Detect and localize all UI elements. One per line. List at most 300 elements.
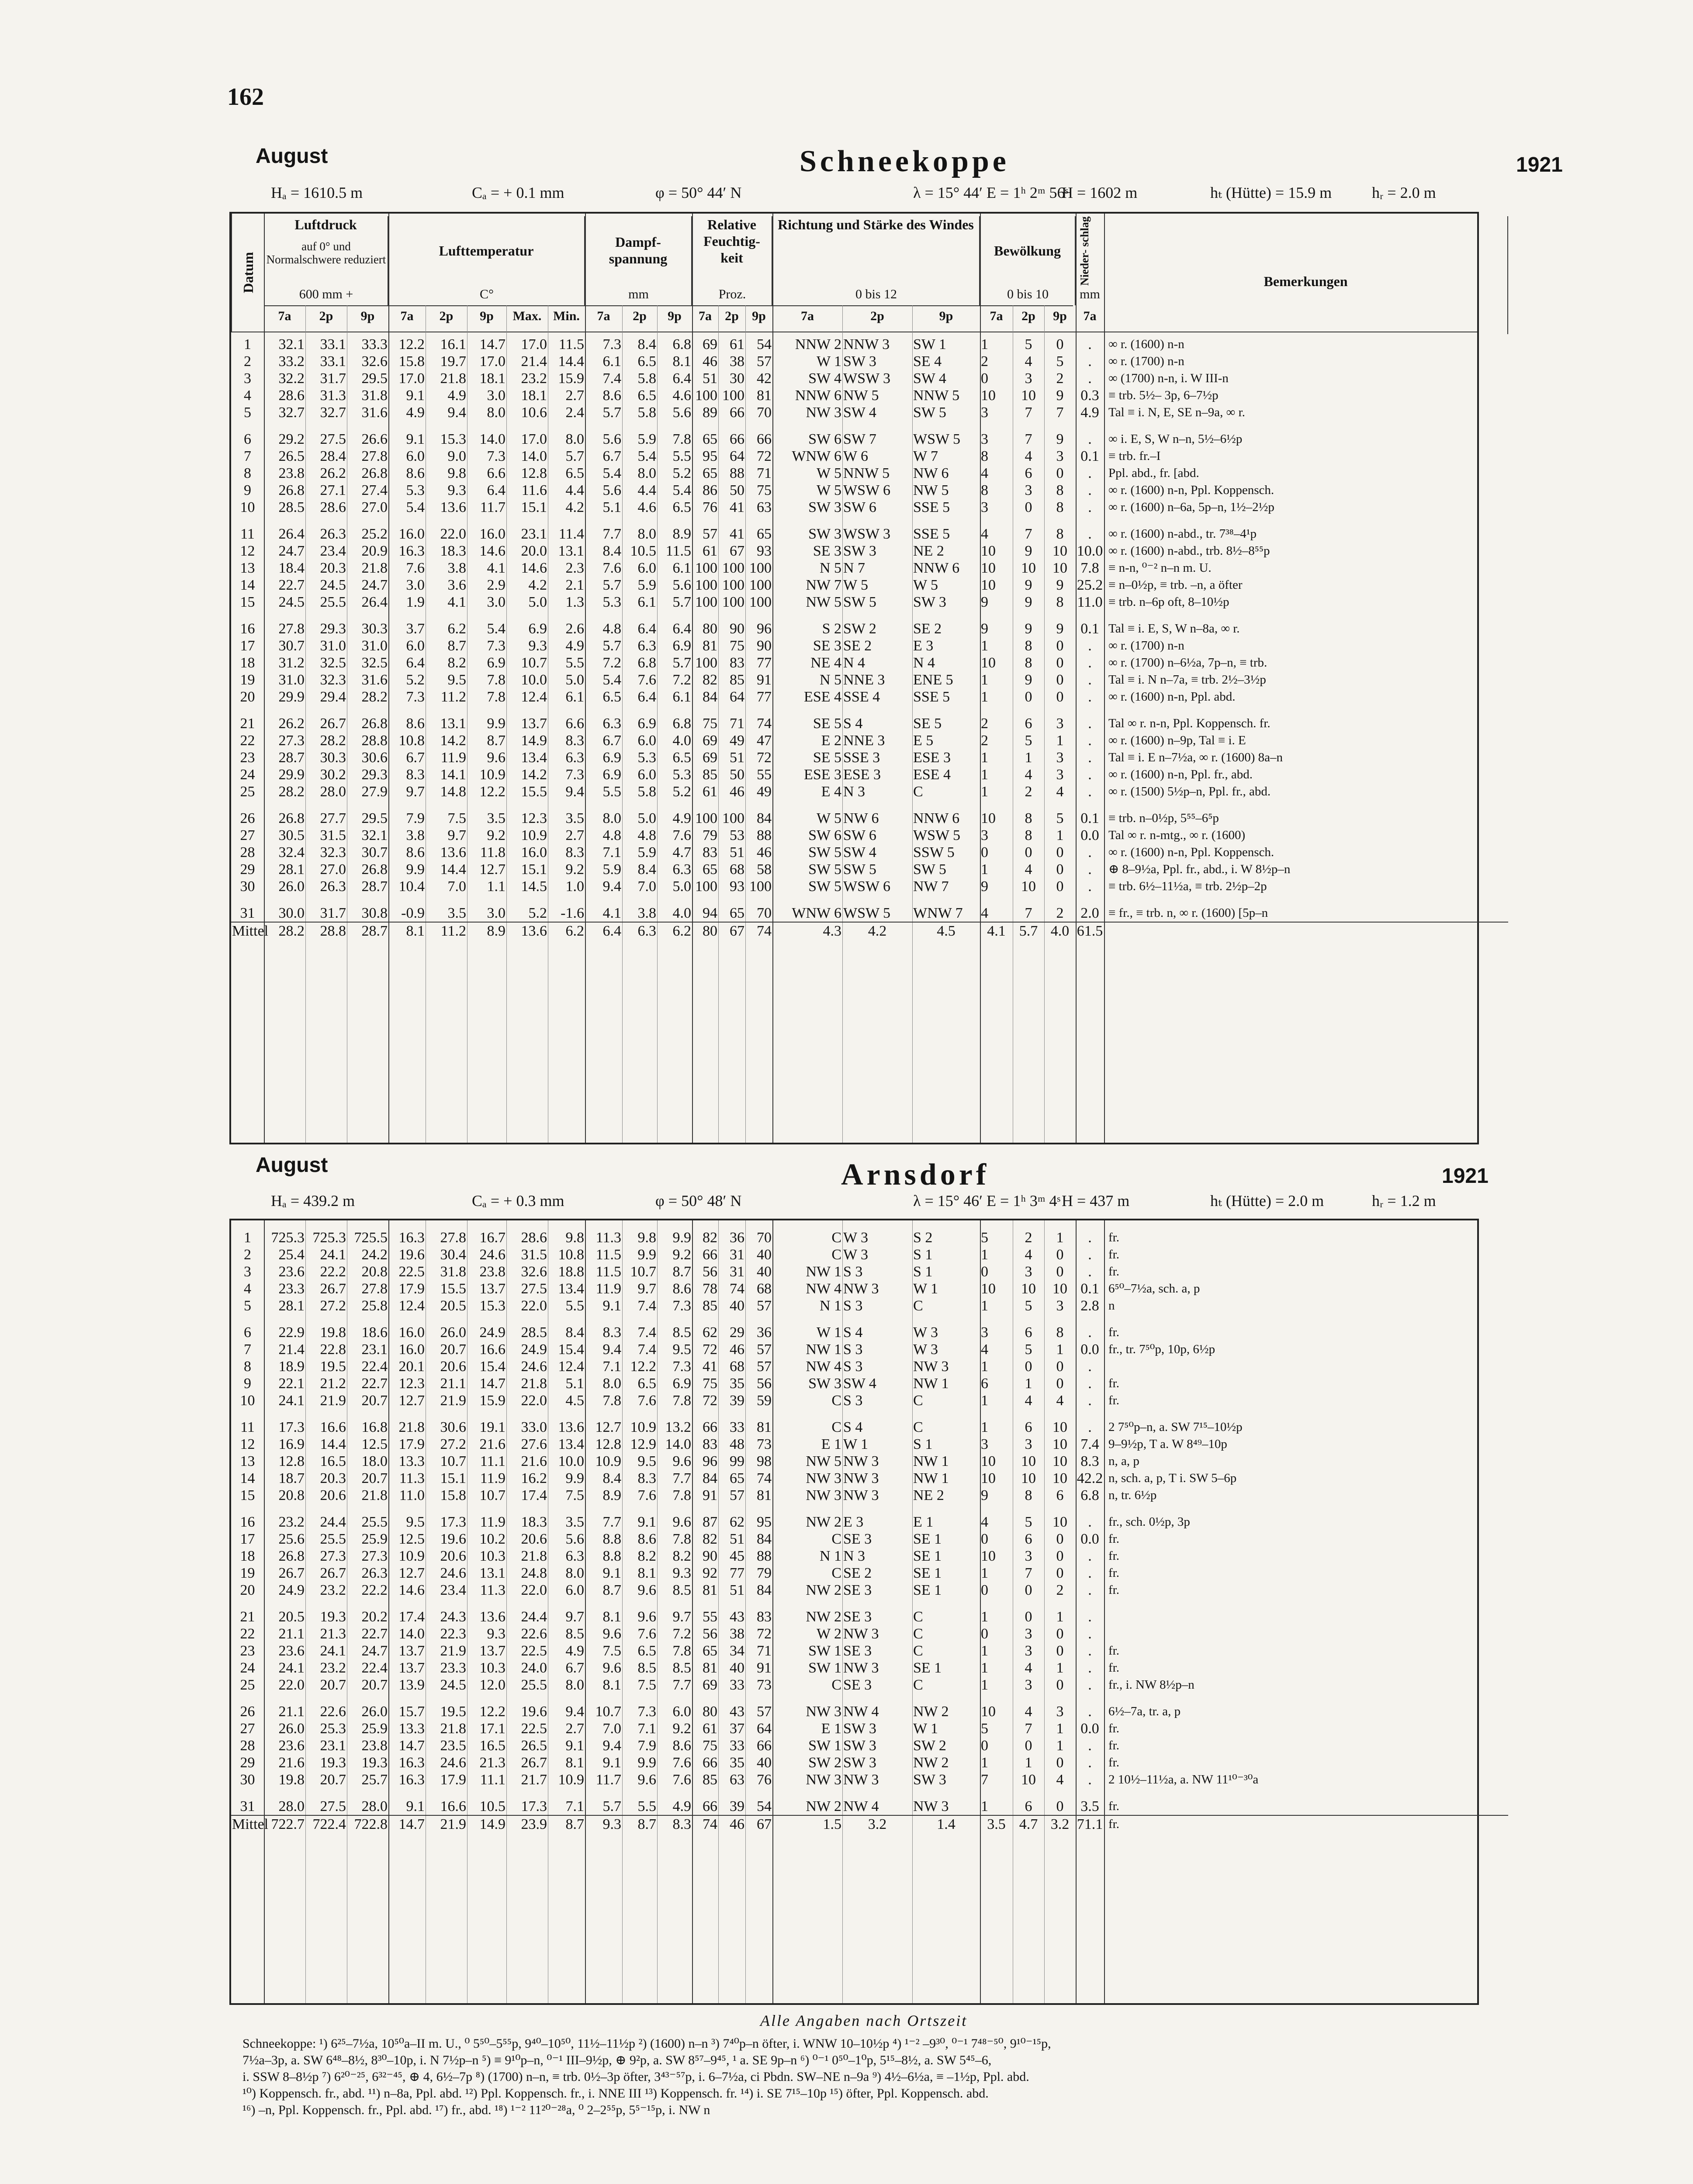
arns-cell-c21: 7.4 bbox=[1080, 1436, 1099, 1452]
schnee-cell-c14: 88 bbox=[757, 827, 772, 843]
arns-cell-c1: 12.8 bbox=[278, 1453, 305, 1469]
arns-cell-c11: 8.3 bbox=[657, 1815, 692, 1833]
schnee-cell-c17: E 5 bbox=[913, 733, 934, 749]
schnee-cell-c13: 71 bbox=[730, 715, 744, 732]
arns-cell-c17: C bbox=[913, 1393, 923, 1409]
schnee-cell-c5: 11.2 bbox=[426, 922, 467, 940]
arns-cell-c1: 22.9 bbox=[278, 1324, 305, 1341]
schnee-cell-c13: 53 bbox=[730, 827, 744, 843]
arns-cell-c11: 9.5 bbox=[672, 1341, 691, 1358]
schnee-cell-c13: 61 bbox=[730, 336, 744, 352]
schnee-cell-c5: 7.5 bbox=[447, 810, 466, 826]
arns-cell-c3: 22.4 bbox=[361, 1660, 388, 1676]
arns-cell-c13: 51 bbox=[730, 1582, 744, 1598]
arns-cell-c16: S 4 bbox=[843, 1324, 863, 1341]
schnee-cell-c1: 29.2 bbox=[278, 431, 305, 447]
schnee-cell-c17: SSE 5 bbox=[913, 499, 950, 515]
schnee-cell-c7: 12.3 bbox=[521, 810, 547, 826]
arns-cell-c9: 8.4 bbox=[602, 1470, 621, 1486]
schnee-cell-c2: 33.1 bbox=[320, 353, 346, 370]
schnee-cell-c1: 18.4 bbox=[278, 560, 305, 576]
arns-cell-c15: NW 4 bbox=[806, 1358, 841, 1375]
schnee-cell-c1: 26.5 bbox=[278, 448, 305, 464]
arns-cell-c5: 17.3 bbox=[440, 1514, 466, 1530]
schnee-cell-c17: SW 4 bbox=[913, 370, 946, 387]
schnee-cell-c14: 75 bbox=[757, 482, 772, 498]
schnee-cell-c6: 7.8 bbox=[487, 672, 505, 688]
schnee-cell-c1: 28.1 bbox=[278, 861, 305, 878]
table-row bbox=[231, 448, 1508, 465]
arns-cell-c8: 9.8 bbox=[565, 1230, 584, 1246]
schnee-cell-c18: 1 bbox=[981, 672, 988, 688]
schnee-cell-c4: 9.9 bbox=[406, 861, 425, 878]
arns-cell-c8: 4.9 bbox=[565, 1643, 584, 1659]
table-row bbox=[231, 1504, 1508, 1531]
arns-cell-c12: 75 bbox=[703, 1375, 717, 1392]
schnee-cell-c11: 8.9 bbox=[672, 526, 691, 542]
schnee-cell-c17: WNW 7 bbox=[913, 905, 963, 921]
schnee-cell-c11: 6.1 bbox=[672, 689, 691, 705]
schnee-cell-c2: 31.3 bbox=[320, 387, 346, 404]
arns-cell-c4: 9.5 bbox=[406, 1514, 425, 1530]
arns-cell-c8: 13.4 bbox=[558, 1436, 584, 1452]
schnee-cell-c4: 12.2 bbox=[398, 336, 425, 352]
schnee-cell-c14: 77 bbox=[757, 689, 772, 705]
arns-cell-c21: . bbox=[1088, 1626, 1092, 1642]
schnee-cell-c15: S 2 bbox=[822, 621, 841, 637]
schnee-cell-c14: 70 bbox=[757, 905, 772, 921]
schnee-cell-c1: 28.2 bbox=[264, 922, 305, 940]
schnee-hdr-col-4: 2p bbox=[439, 309, 454, 323]
schnee-cell-c8: 1.3 bbox=[565, 594, 584, 610]
arns-cell-c3: 725.5 bbox=[354, 1230, 388, 1246]
schnee-cell-c9: 7.2 bbox=[602, 655, 621, 671]
arns-cell-c18: 10 bbox=[981, 1704, 996, 1720]
schnee-cell-c17: SSE 5 bbox=[913, 526, 950, 542]
arns-cell-c21: . bbox=[1088, 1230, 1092, 1246]
schnee-cell-c8: 6.2 bbox=[548, 922, 585, 940]
schnee-cell-c19: 0 bbox=[1025, 689, 1032, 705]
schnee-cell-c9: 6.7 bbox=[602, 733, 621, 749]
arns-cell-c0: 31 bbox=[240, 1798, 255, 1814]
schnee-hdr-col-6: Max. bbox=[512, 309, 542, 323]
arns-cell-c13: 40 bbox=[730, 1298, 744, 1314]
arns-cell-c10: 9.6 bbox=[637, 1609, 656, 1625]
arns-cell-c15: C bbox=[831, 1677, 841, 1693]
arns-cell-c8: 5.6 bbox=[565, 1531, 584, 1547]
schnee-cell-c17: SW 5 bbox=[913, 404, 946, 421]
arns-cell-c5: 10.7 bbox=[440, 1453, 466, 1469]
arns-cell-c4: 13.9 bbox=[398, 1677, 425, 1693]
schnee-cell-c9: 6.4 bbox=[585, 922, 622, 940]
schnee-cell-c12: 81 bbox=[703, 638, 717, 654]
schnee-hdr-nied_unit: mm bbox=[1080, 287, 1100, 301]
arns-cell-c1: 21.1 bbox=[278, 1626, 305, 1642]
arns-cell-c14: 84 bbox=[757, 1531, 772, 1547]
schnee-cell-c15: SW 6 bbox=[808, 827, 841, 843]
schnee-cell-c6: 3.0 bbox=[487, 594, 505, 610]
arns-cell-c19: 2 bbox=[1025, 1230, 1032, 1246]
arns-cell-c6: 24.6 bbox=[479, 1247, 505, 1263]
schnee-cell-c17: NE 2 bbox=[913, 543, 944, 559]
schnee-cell-c0: 19 bbox=[240, 672, 255, 688]
schnee-cell-c4: 17.0 bbox=[398, 370, 425, 387]
schnee-cell-c8: 8.3 bbox=[565, 844, 584, 860]
schnee-cell-c12: 65 bbox=[703, 465, 717, 481]
schnee-cell-c18: 1 bbox=[981, 689, 988, 705]
schnee-cell-c7: 21.4 bbox=[521, 353, 547, 370]
arns-cell-c14: 57 bbox=[757, 1341, 772, 1358]
arns-cell-c20: 0 bbox=[1056, 1531, 1064, 1547]
arns-cell-c5: 23.4 bbox=[440, 1582, 466, 1598]
schnee-cell-c12: 100 bbox=[695, 594, 717, 610]
schnee-meta-0: Hₐ = 1610.5 m bbox=[271, 184, 363, 201]
schnee-cell-c4: 3.7 bbox=[406, 621, 425, 637]
arns-cell-c20: 4 bbox=[1056, 1393, 1064, 1409]
schnee-cell-c4: 8.1 bbox=[388, 922, 426, 940]
schnee-cell-c22: Tal ≡ i. N, E, SE n–9a, ∞ r. bbox=[1108, 405, 1245, 419]
table-row bbox=[231, 1565, 1508, 1582]
schnee-cell-c5: 14.2 bbox=[440, 733, 466, 749]
schnee-cell-c16: NNW 5 bbox=[843, 465, 890, 481]
arns-cell-c9: 8.0 bbox=[602, 1375, 621, 1392]
table-row bbox=[231, 404, 1508, 421]
arns-cell-c20: 1 bbox=[1056, 1660, 1064, 1676]
schnee-cell-c16: WSW 5 bbox=[843, 905, 890, 921]
schnee-cell-c18: 8 bbox=[981, 448, 988, 464]
arns-cell-c19: 5 bbox=[1025, 1341, 1032, 1358]
schnee-cell-c20: 2 bbox=[1056, 370, 1064, 387]
schnee-cell-c10: 5.3 bbox=[637, 750, 656, 766]
arns-mittel-row bbox=[231, 1815, 1508, 1833]
arns-cell-c5: 24.3 bbox=[440, 1609, 466, 1625]
arns-cell-c18: 1 bbox=[981, 1419, 988, 1435]
arns-cell-c15: NW 3 bbox=[806, 1470, 841, 1486]
arns-cell-c17: NW 1 bbox=[913, 1470, 949, 1486]
arns-cell-c1: 23.3 bbox=[278, 1281, 305, 1297]
arns-cell-c17: SW 3 bbox=[913, 1772, 946, 1788]
schnee-cell-c12: 69 bbox=[703, 750, 717, 766]
schnee-cell-c5: 6.2 bbox=[447, 621, 466, 637]
arns-cell-c3: 20.7 bbox=[361, 1393, 388, 1409]
schnee-cell-c19: 5.7 bbox=[1013, 922, 1044, 940]
arns-cell-c6: 12.0 bbox=[479, 1677, 505, 1693]
schnee-cell-c11: 5.2 bbox=[672, 465, 691, 481]
schnee-cell-c15: SW 3 bbox=[808, 499, 841, 515]
arns-cell-c4: 10.9 bbox=[398, 1548, 425, 1564]
schnee-cell-c21: 0.1 bbox=[1080, 448, 1099, 464]
arns-cell-c8: 3.5 bbox=[565, 1514, 584, 1530]
schnee-cell-c0: 24 bbox=[240, 767, 255, 783]
arns-cell-c14: 54 bbox=[757, 1798, 772, 1814]
schnee-cell-c22: Ppl. abd., fr. [abd. bbox=[1108, 466, 1199, 480]
arns-cell-c3: 20.7 bbox=[361, 1677, 388, 1693]
schnee-cell-c10: 5.8 bbox=[637, 370, 656, 387]
schnee-cell-c15: NW 3 bbox=[806, 404, 841, 421]
schnee-cell-c2: 26.7 bbox=[320, 715, 346, 732]
schnee-cell-c12: 69 bbox=[703, 336, 717, 352]
schnee-cell-c8: 9.4 bbox=[565, 784, 584, 800]
arns-cell-c18: 1 bbox=[981, 1393, 988, 1409]
arns-cell-c6: 10.2 bbox=[479, 1531, 505, 1547]
arns-cell-c21: . bbox=[1088, 1393, 1092, 1409]
arns-cell-c3: 18.0 bbox=[361, 1453, 388, 1469]
arns-cell-c2: 25.3 bbox=[320, 1721, 346, 1737]
arns-cell-c19: 10 bbox=[1021, 1281, 1036, 1297]
schnee-cell-c13: 50 bbox=[730, 767, 744, 783]
arns-cell-c1: 23.2 bbox=[278, 1514, 305, 1530]
schnee-cell-c19: 1 bbox=[1025, 750, 1032, 766]
schnee-cell-c18: 10 bbox=[981, 810, 996, 826]
arns-cell-c19: 10 bbox=[1021, 1772, 1036, 1788]
schnee-cell-c21: . bbox=[1088, 689, 1092, 705]
schnee-hdr-datum: Datum bbox=[231, 214, 264, 332]
schnee-cell-c2: 27.7 bbox=[320, 810, 346, 826]
schnee-cell-c7: 18.1 bbox=[521, 387, 547, 404]
schnee-cell-c10: 6.0 bbox=[637, 733, 656, 749]
arns-cell-c0: 1 bbox=[244, 1230, 251, 1246]
schnee-cell-c9: 8.6 bbox=[602, 387, 621, 404]
schnee-cell-c15: N 5 bbox=[819, 672, 841, 688]
schnee-cell-c14: 81 bbox=[757, 387, 772, 404]
arns-cell-c11: 8.7 bbox=[672, 1264, 691, 1280]
schnee-cell-c2: 29.3 bbox=[320, 621, 346, 637]
arns-cell-c2: 22.6 bbox=[320, 1704, 346, 1720]
arns-cell-c8: 8.4 bbox=[565, 1324, 584, 1341]
table-row bbox=[231, 732, 1508, 749]
arns-cell-c9: 9.1 bbox=[602, 1298, 621, 1314]
arns-cell-c5: 24.6 bbox=[440, 1565, 466, 1581]
arns-cell-c16: NW 3 bbox=[843, 1772, 879, 1788]
arns-cell-c15: NW 5 bbox=[806, 1453, 841, 1469]
arns-cell-c7: 17.4 bbox=[521, 1487, 547, 1503]
table-row bbox=[231, 671, 1508, 688]
schnee-year: 1921 bbox=[1516, 153, 1563, 176]
schnee-cell-c22: ∞ r. (1600) n–9p, Tal ≡ i. E bbox=[1108, 733, 1246, 747]
arns-cell-c0: 11 bbox=[240, 1419, 255, 1435]
arns-cell-c2: 22.2 bbox=[320, 1264, 346, 1280]
schnee-cell-c17: ESE 3 bbox=[913, 750, 951, 766]
arns-cell-c21: . bbox=[1088, 1514, 1092, 1530]
schnee-cell-c13: 85 bbox=[730, 672, 744, 688]
arns-cell-c12: 56 bbox=[703, 1626, 717, 1642]
table-row bbox=[231, 1314, 1508, 1341]
arns-cell-c2: 23.1 bbox=[320, 1738, 346, 1754]
arns-cell-c13: 29 bbox=[730, 1324, 744, 1341]
arns-cell-c14: 73 bbox=[757, 1436, 772, 1452]
arns-cell-c18: 6 bbox=[981, 1375, 988, 1392]
arns-cell-c14: 70 bbox=[757, 1230, 772, 1246]
schnee-cell-c13: 100 bbox=[722, 577, 744, 593]
arns-cell-c4: 16.0 bbox=[398, 1324, 425, 1341]
arns-cell-c9: 7.7 bbox=[602, 1514, 621, 1530]
arns-cell-c17: SW 2 bbox=[913, 1738, 946, 1754]
arns-cell-c5: 21.9 bbox=[426, 1815, 467, 1833]
arns-cell-c18: 1 bbox=[981, 1565, 988, 1581]
arns-cell-c18: 0 bbox=[981, 1531, 988, 1547]
arns-cell-c12: 90 bbox=[703, 1548, 717, 1564]
arns-cell-c22: fr. bbox=[1108, 1738, 1119, 1752]
arns-cell-c10: 10.7 bbox=[630, 1264, 656, 1280]
schnee-cell-c10: 5.0 bbox=[637, 810, 656, 826]
schnee-cell-c12: 100 bbox=[695, 878, 717, 895]
schnee-cell-c10: 5.9 bbox=[637, 844, 656, 860]
arns-cell-c17: NW 3 bbox=[913, 1798, 949, 1814]
arns-cell-c13: 45 bbox=[730, 1548, 744, 1564]
schnee-cell-c12: 89 bbox=[703, 404, 717, 421]
schnee-cell-c21: 0.3 bbox=[1080, 387, 1099, 404]
schnee-cell-c19: 8 bbox=[1025, 810, 1032, 826]
schnee-cell-c16: NNE 3 bbox=[843, 733, 885, 749]
arns-cell-c4: 13.7 bbox=[398, 1660, 425, 1676]
schnee-cell-c19: 9 bbox=[1025, 672, 1032, 688]
arns-meta-0: Hₐ = 439.2 m bbox=[271, 1192, 355, 1209]
arns-table bbox=[229, 1219, 1479, 2005]
arns-cell-c22: fr. bbox=[1108, 1661, 1119, 1675]
arns-cell-c6: 13.7 bbox=[479, 1281, 505, 1297]
schnee-cell-c12: 100 bbox=[695, 577, 717, 593]
schnee-cell-c2: 31.7 bbox=[320, 905, 346, 921]
arns-cell-c16: E 3 bbox=[843, 1514, 864, 1530]
schnee-hdr-col-8: 7a bbox=[597, 309, 610, 323]
arns-cell-c16: SW 3 bbox=[843, 1738, 876, 1754]
schnee-cell-c20: 0 bbox=[1056, 672, 1064, 688]
schnee-month: August bbox=[256, 145, 328, 168]
schnee-cell-c13: 41 bbox=[730, 526, 744, 542]
schnee-cell-c6: 8.7 bbox=[487, 733, 505, 749]
schnee-cell-c16: N 3 bbox=[843, 784, 866, 800]
schnee-cell-c3: 32.5 bbox=[361, 655, 388, 671]
arns-cell-c5: 20.7 bbox=[440, 1341, 466, 1358]
schnee-cell-c11: 6.5 bbox=[672, 750, 691, 766]
schnee-cell-c4: -0.9 bbox=[401, 905, 425, 921]
schnee-hdr-dampf: Dampf- spannung bbox=[585, 216, 692, 305]
schnee-cell-c11: 6.2 bbox=[657, 922, 692, 940]
schnee-cell-c12: 86 bbox=[703, 482, 717, 498]
schnee-cell-c15: E 2 bbox=[821, 733, 841, 749]
schnee-cell-c0: 21 bbox=[240, 715, 255, 732]
schnee-cell-c9: 5.7 bbox=[602, 577, 621, 593]
schnee-cell-c19: 0 bbox=[1025, 499, 1032, 515]
arns-cell-c19: 0 bbox=[1025, 1358, 1032, 1375]
arns-cell-c9: 7.1 bbox=[602, 1358, 621, 1375]
schnee-cell-c17: NW 7 bbox=[913, 878, 949, 895]
schnee-cell-c11: 5.3 bbox=[672, 767, 691, 783]
arns-cell-c1: 25.6 bbox=[278, 1531, 305, 1547]
schnee-cell-c5: 9.4 bbox=[447, 404, 466, 421]
schnee-cell-c3: 27.8 bbox=[361, 448, 388, 464]
table-row bbox=[231, 370, 1508, 387]
schnee-cell-c1: 31.2 bbox=[278, 655, 305, 671]
schnee-cell-c19: 7 bbox=[1025, 404, 1032, 421]
table-row bbox=[231, 895, 1508, 922]
table-row bbox=[231, 1229, 1508, 1246]
schnee-cell-c10: 6.0 bbox=[637, 560, 656, 576]
schnee-cell-c15: E 4 bbox=[821, 784, 841, 800]
arns-cell-c15: NW 3 bbox=[806, 1487, 841, 1503]
arns-cell-c16: S 3 bbox=[843, 1358, 863, 1375]
arns-cell-c11: 8.6 bbox=[672, 1281, 691, 1297]
schnee-cell-c18: 3 bbox=[981, 431, 988, 447]
schnee-cell-c17: SSE 5 bbox=[913, 689, 950, 705]
schnee-cell-c13: 100 bbox=[722, 387, 744, 404]
arns-cell-c10: 5.5 bbox=[637, 1798, 656, 1814]
arns-cell-c19: 3 bbox=[1025, 1643, 1032, 1659]
schnee-cell-c11: 5.2 bbox=[672, 784, 691, 800]
arns-cell-c19: 3 bbox=[1025, 1264, 1032, 1280]
arns-cell-c14: 76 bbox=[757, 1772, 772, 1788]
schnee-cell-c22: ∞ r. (1500) 5½p–n, Ppl. fr., abd. bbox=[1108, 784, 1271, 798]
arns-cell-c3: 16.8 bbox=[361, 1419, 388, 1435]
arns-cell-c21: . bbox=[1088, 1375, 1092, 1392]
arns-cell-c3: 20.8 bbox=[361, 1264, 388, 1280]
schnee-cell-c21: 0.1 bbox=[1080, 621, 1099, 637]
arns-cell-c11: 9.2 bbox=[672, 1247, 691, 1263]
schnee-cell-c11: 8.1 bbox=[672, 353, 691, 370]
arns-cell-c0: 25 bbox=[240, 1677, 255, 1693]
schnee-cell-c22: ≡ trb. n–0½p, 5⁵⁵–6⁵p bbox=[1108, 811, 1219, 825]
schnee-cell-c20: 0 bbox=[1056, 861, 1064, 878]
arns-year: 1921 bbox=[1442, 1165, 1489, 1188]
schnee-cell-c16: ESE 3 bbox=[843, 767, 881, 783]
arns-cell-c19: 0 bbox=[1025, 1738, 1032, 1754]
arns-cell-c3: 12.5 bbox=[361, 1436, 388, 1452]
arns-cell-c17: W 3 bbox=[913, 1324, 938, 1341]
schnee-cell-c21: . bbox=[1088, 878, 1092, 895]
schnee-cell-c21: . bbox=[1088, 750, 1092, 766]
arns-cell-c6: 13.6 bbox=[479, 1609, 505, 1625]
arns-cell-c9: 9.1 bbox=[602, 1755, 621, 1771]
schnee-cell-c20: 0 bbox=[1056, 689, 1064, 705]
schnee-cell-c2: 32.7 bbox=[320, 404, 346, 421]
arns-cell-c2: 19.5 bbox=[320, 1358, 346, 1375]
arns-cell-c8: 12.4 bbox=[558, 1358, 584, 1375]
arns-cell-c7: 24.0 bbox=[521, 1660, 547, 1676]
schnee-cell-c8: 6.6 bbox=[565, 715, 584, 732]
table-row bbox=[231, 1625, 1508, 1642]
schnee-cell-c9: 5.1 bbox=[602, 499, 621, 515]
arns-cell-c10: 8.6 bbox=[637, 1531, 656, 1547]
arns-cell-c20: 0 bbox=[1056, 1247, 1064, 1263]
arns-cell-c1: 23.6 bbox=[278, 1738, 305, 1754]
arns-cell-c22: fr. bbox=[1108, 1644, 1119, 1658]
schnee-cell-c19: 9 bbox=[1025, 594, 1032, 610]
arns-cell-c14: 66 bbox=[757, 1738, 772, 1754]
schnee-cell-c22: ∞ r. (1700) n-n bbox=[1108, 639, 1184, 653]
arns-cell-c17: C bbox=[913, 1643, 923, 1659]
schnee-cell-c13: 90 bbox=[730, 621, 744, 637]
arns-cell-c0: 26 bbox=[240, 1704, 255, 1720]
arns-cell-c1: 22.0 bbox=[278, 1677, 305, 1693]
arns-cell-c10: 7.4 bbox=[637, 1298, 656, 1314]
arns-cell-c22: fr. bbox=[1108, 1755, 1119, 1769]
schnee-cell-c9: 6.9 bbox=[602, 767, 621, 783]
schnee-cell-c4: 5.3 bbox=[406, 482, 425, 498]
table-row bbox=[231, 1341, 1508, 1358]
arns-cell-c4: 12.5 bbox=[398, 1531, 425, 1547]
schnee-cell-c18: 1 bbox=[981, 767, 988, 783]
arns-cell-c14: 83 bbox=[757, 1609, 772, 1625]
schnee-cell-c5: 16.1 bbox=[440, 336, 466, 352]
table-row bbox=[231, 1358, 1508, 1375]
schnee-cell-c3: 20.9 bbox=[361, 543, 388, 559]
schnee-cell-c1: 26.8 bbox=[278, 482, 305, 498]
arns-cell-c16: NW 3 bbox=[843, 1470, 879, 1486]
arns-cell-c8: 8.5 bbox=[565, 1626, 584, 1642]
schnee-cell-c6: 2.9 bbox=[487, 577, 505, 593]
arns-cell-c20: 1 bbox=[1056, 1341, 1064, 1358]
arns-cell-c19: 0 bbox=[1025, 1609, 1032, 1625]
